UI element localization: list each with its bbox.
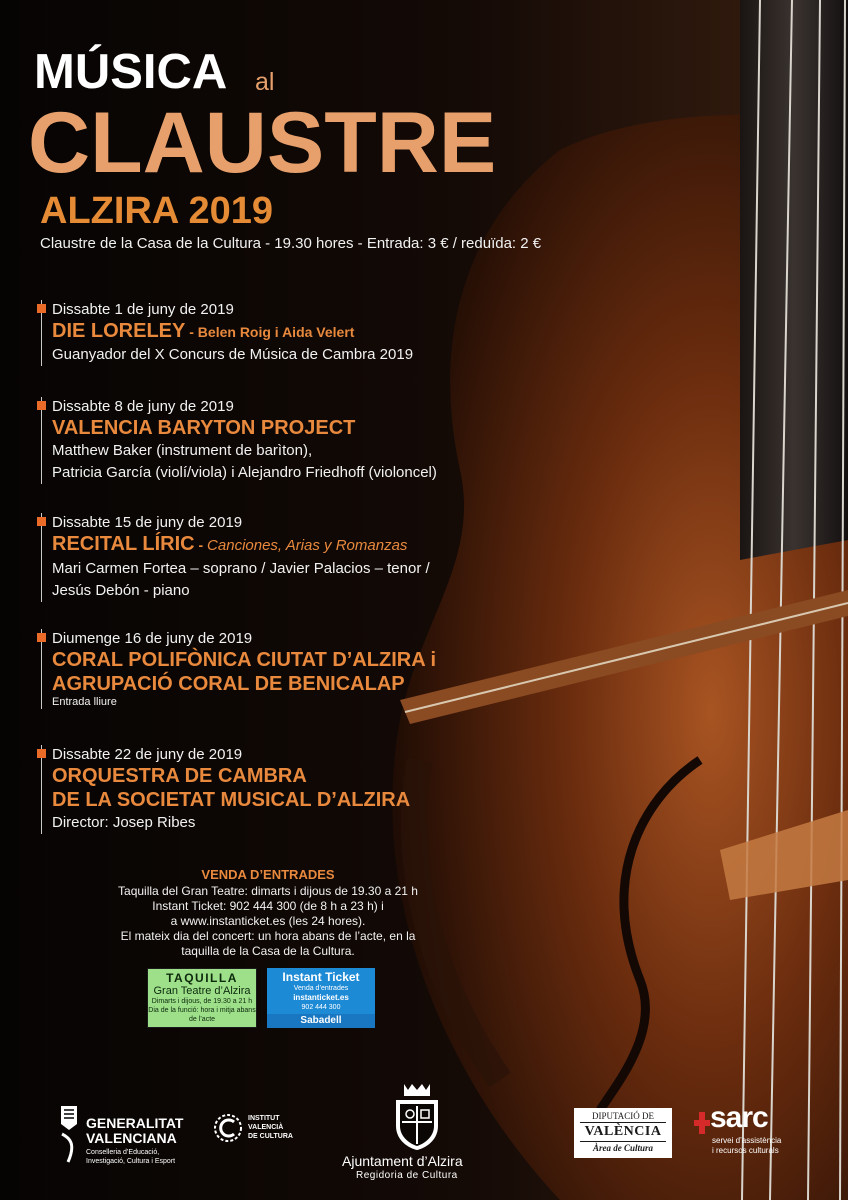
event-5 [41,745,612,834]
sales-heading: VENDA D’ENTRADES [201,867,335,882]
bullet-icon [37,304,46,313]
sarc-logo-text: sarc [710,1101,768,1134]
event-line: Patricia García (violí/viola) i Alejandro Friedhoff (violoncel) [52,464,437,481]
event-title: AGRUPACIÓ CORAL DE BENICALAP [52,673,405,695]
gva-logo-text: GENERALITAT VALENCIANA [86,1115,184,1146]
taquilla-badge: TAQUILLA Gran Teatre d’Alzira Dimarts i dijous, de 19.30 a 21 h Dia de la funció: hora i mitja abans de l’acte [147,968,257,1028]
sales-line: El mateix dia del concert: un hora abans de l’acte, en la [120,929,416,943]
event-title: CORAL POLIFÒNICA CIUTAT D’ALZIRA i [52,649,437,671]
gva-logo-subtext: Conselleria d’Educació, Investigació, Cultura i Esport [86,1149,176,1165]
event-subtitle: - Belen Roig i Aida Velert [185,324,355,340]
sarc-plus-icon [694,1112,710,1134]
gva-shield-icon [58,1104,80,1164]
event-line: Matthew Baker (instrument de barìton), [52,442,313,459]
event-line: Guanyador del X Concurs de Música de Cambra 2019 [52,346,414,363]
ajuntament-coat-of-arms-icon [390,1080,444,1152]
title-musica: MÚSICA [34,45,228,99]
sabadell-logo: Sabadell [267,1014,375,1028]
sarc-logo-subtext: servei d’assistència i recursos culturals [712,1136,782,1155]
bullet-icon [37,749,46,758]
event-1 [41,300,612,366]
sales-line: a www.instanticket.es (les 24 hores). [170,914,366,928]
bullet-icon [37,633,46,642]
title-claustre: CLAUSTRE [28,95,497,191]
title-year: ALZIRA 2019 [40,190,273,232]
event-subtitle: Canciones, Arias y Romanzas [207,537,408,554]
event-title: RECITAL LÍRIC - Canciones, Arias y Romanzas [52,533,408,555]
bullet-icon [37,517,46,526]
event-4 [41,629,612,709]
event-2 [41,397,612,484]
event-date: Dissabte 22 de juny de 2019 [52,746,243,763]
event-line: Mari Carmen Fortea – soprano / Javier Palacios – tenor / [52,560,430,577]
event-3 [41,513,612,602]
diputacio-logo: DIPUTACIÓ DE VALÈNCIA Àrea de Cultura [574,1108,672,1158]
sales-line: Instant Ticket: 902 444 300 (de 8 h a 23 h) i [152,899,384,913]
event-title: ORQUESTRA DE CAMBRA [52,765,307,787]
ajuntament-name: Ajuntament d’Alzira [342,1153,463,1169]
title-al: al [255,68,275,96]
event-title: VALENCIA BARYTON PROJECT [52,417,356,439]
sales-line: Taquilla del Gran Teatre: dimarts i dijous de 19.30 a 21 h [118,884,418,898]
event-title: DIE LORELEY - Belen Roig i Aida Velert [52,320,355,342]
event-line: Jesús Debón - piano [52,582,190,599]
ivc-logo-icon [212,1112,244,1144]
ticket-sales [88,866,448,959]
sales-line: taquilla de la Casa de la Cultura. [181,944,355,958]
ajuntament-sub: Regidoria de Cultura [356,1170,458,1181]
venue-info: Claustre de la Casa de la Cultura - 19.30 hores - Entrada: 3 € / reduïda: 2 € [40,235,542,252]
instant-ticket-badge: Instant Ticket Venda d’entrades instanticket.es 902 444 300 Sabadell [267,968,375,1028]
event-title: DE LA SOCIETAT MUSICAL D’ALZIRA [52,789,411,811]
event-date: Dissabte 1 de juny de 2019 [52,301,234,318]
bullet-icon [37,401,46,410]
event-line: Director: Josep Ribes [52,814,196,831]
event-date: Dissabte 15 de juny de 2019 [52,514,243,531]
ivc-logo-text: INSTITUT VALENCIÀ DE CULTURA [248,1115,293,1140]
event-date: Diumenge 16 de juny de 2019 [52,630,253,647]
event-date: Dissabte 8 de juny de 2019 [52,398,234,415]
event-note: Entrada lliure [52,696,117,708]
